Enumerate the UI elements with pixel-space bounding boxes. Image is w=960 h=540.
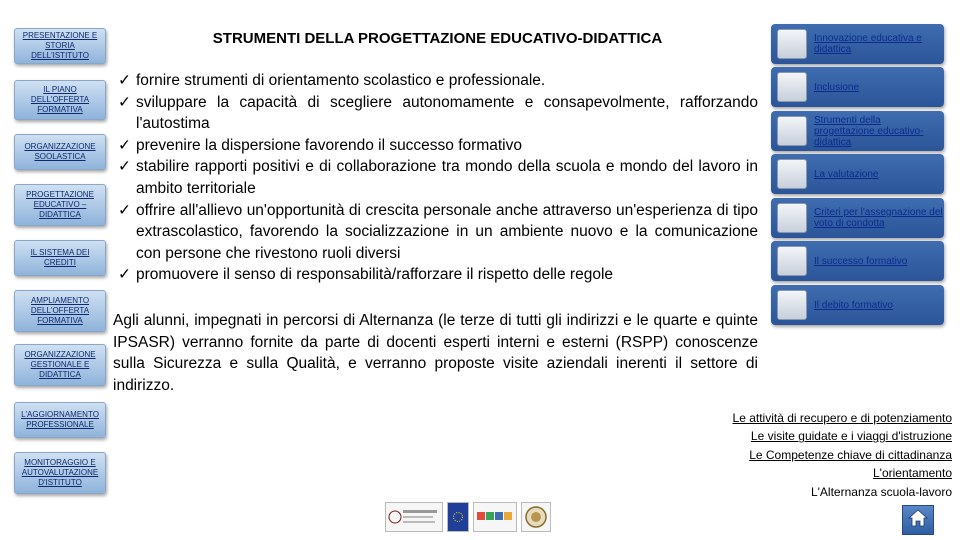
alternanza-label: L'Alternanza scuola-lavoro xyxy=(810,484,952,499)
list-item-text: prevenire la dispersione favorendo il successo formativo xyxy=(136,136,522,154)
nav-label: Criteri per l'assegnazione del voto di condotta xyxy=(814,207,943,229)
nav-inclusione[interactable] xyxy=(771,67,944,107)
nav-presentazione-storia[interactable] xyxy=(14,28,106,64)
nav-strumenti-progettazione[interactable] xyxy=(771,111,944,151)
sponsor-logos xyxy=(385,498,555,536)
nav-label: ORGANIZZAZIONE SOOLASTICA xyxy=(24,142,96,161)
square-icon xyxy=(777,159,807,189)
nav-successo-formativo[interactable] xyxy=(771,241,944,281)
nav-label: Inclusione xyxy=(814,81,860,93)
link-orientamento[interactable]: L'orientamento xyxy=(872,466,952,481)
nav-organizzazione-gestionale[interactable] xyxy=(14,344,106,386)
link-visite-guidate[interactable]: Le visite guidate e i viaggi d'istruzione xyxy=(750,429,952,444)
list-item-text: offrire all'allievo un'opportunità di crescita personale anche attraverso un'esperienza di tipo extrascolastico, favorendo la socializzazione in un ambiente nuovo e la comunicazione con persone che rivestono ruoli diversi xyxy=(136,201,758,262)
square-icon xyxy=(777,116,807,146)
nav-innovazione-educativa[interactable] xyxy=(771,24,944,64)
nav-label: IL SISTEMA DEI CREDITI xyxy=(30,248,90,267)
nav-label: PRESENTAZIONE E STORIA DELL'ISTITUTO xyxy=(22,31,98,60)
check-icon: ✓ xyxy=(118,93,131,111)
check-icon: ✓ xyxy=(118,72,131,89)
list-item-text: stabilire rapporti positivi e di collaborazione tra mondo della scuola e mondo del lavoro in ambito territoriale xyxy=(136,158,758,197)
link-recupero-potenziamento[interactable]: Le attività di recupero e di potenziamento xyxy=(732,411,952,425)
nav-label: L'AGGIORNAMENTO PROFESSIONALE xyxy=(21,410,99,429)
list-item-text: promuovere il senso di responsabilità/rafforzare il rispetto delle regole xyxy=(136,266,614,284)
objectives-list xyxy=(118,70,758,286)
check-icon: ✓ xyxy=(118,201,131,219)
nav-label: AMPLIAMENTO DELL'OFFERTA FORMATIVA xyxy=(30,296,90,325)
nav-label: La valutazione xyxy=(814,168,879,180)
square-icon xyxy=(777,72,807,102)
nav-monitoraggio-autovalutazione[interactable] xyxy=(14,452,106,494)
check-icon: ✓ xyxy=(118,266,131,284)
nav-piano-offerta-formativa[interactable] xyxy=(14,80,106,120)
list-item xyxy=(118,70,758,92)
list-item-text: fornire strumenti di orientamento scolastico e professionale. xyxy=(136,72,546,89)
nav-label: MONITORAGGIO E AUTOVALUTAZIONE D'ISTITUTO xyxy=(21,458,99,487)
check-icon: ✓ xyxy=(118,136,131,154)
nav-label: ORGANIZZAZIONE GESTIONALE E DIDATTICA xyxy=(24,350,96,379)
list-item xyxy=(118,135,758,157)
nav-sistema-crediti[interactable] xyxy=(14,240,106,276)
square-icon xyxy=(777,246,807,276)
list-item xyxy=(118,156,758,199)
list-item xyxy=(118,264,758,286)
nav-label: Il debito formativo xyxy=(814,299,893,311)
nav-ampliamento-offerta[interactable] xyxy=(14,290,106,332)
list-item xyxy=(118,92,758,135)
alternanza-paragraph: Agli alunni, impegnati in percorsi di Alternanza (le terze di tutti gli indirizzi e le quarte e quinte IPSASR) verranno fornite da parte di docenti esperti interni e esterni (RSPP) conoscenze sulla Sicurezza e sulla Qualità, e verranno proposte visite aziendali inerenti il settore di indirizzo. xyxy=(113,312,758,394)
eu-flag-logo xyxy=(447,502,469,532)
square-icon xyxy=(777,29,807,59)
related-links xyxy=(733,409,952,501)
nav-debito-formativo[interactable] xyxy=(771,285,944,325)
list-item-text: sviluppare la capacità di scegliere autonomamente e consapevolmente, rafforzando l'autostima xyxy=(136,93,758,133)
nav-label: Strumenti della progettazione educativo-didattica xyxy=(814,114,924,148)
link-competenze-chiave[interactable]: Le Competenze chiave di cittadinanza xyxy=(749,447,952,462)
home-button[interactable] xyxy=(902,505,934,535)
home-icon xyxy=(907,508,929,533)
nav-organizzazione-scolastica[interactable] xyxy=(14,134,106,170)
nav-label: Il successo formativo xyxy=(814,255,908,267)
nav-valutazione[interactable] xyxy=(771,154,944,194)
school-project-logo xyxy=(473,502,517,532)
institute-seal-logo xyxy=(521,502,551,532)
nav-progettazione-educativo-didattica[interactable] xyxy=(14,184,106,226)
nav-label: Innovazione educativa e didattica xyxy=(814,33,922,55)
list-item xyxy=(118,200,758,265)
nav-label: PROGETTAZIONE EDUCATIVO – DIDATTICA xyxy=(26,190,94,219)
nav-criteri-voto-condotta[interactable] xyxy=(771,198,944,238)
ministry-logo xyxy=(385,502,443,532)
nav-aggiornamento-professionale[interactable] xyxy=(14,402,106,438)
nav-label: IL PIANO DELL'OFFERTA FORMATIVA xyxy=(30,85,90,114)
square-icon xyxy=(777,203,807,233)
check-icon: ✓ xyxy=(118,158,131,176)
square-icon xyxy=(777,290,807,320)
page-title: STRUMENTI DELLA PROGETTAZIONE EDUCATIVO-DIDATTICA xyxy=(212,30,663,47)
